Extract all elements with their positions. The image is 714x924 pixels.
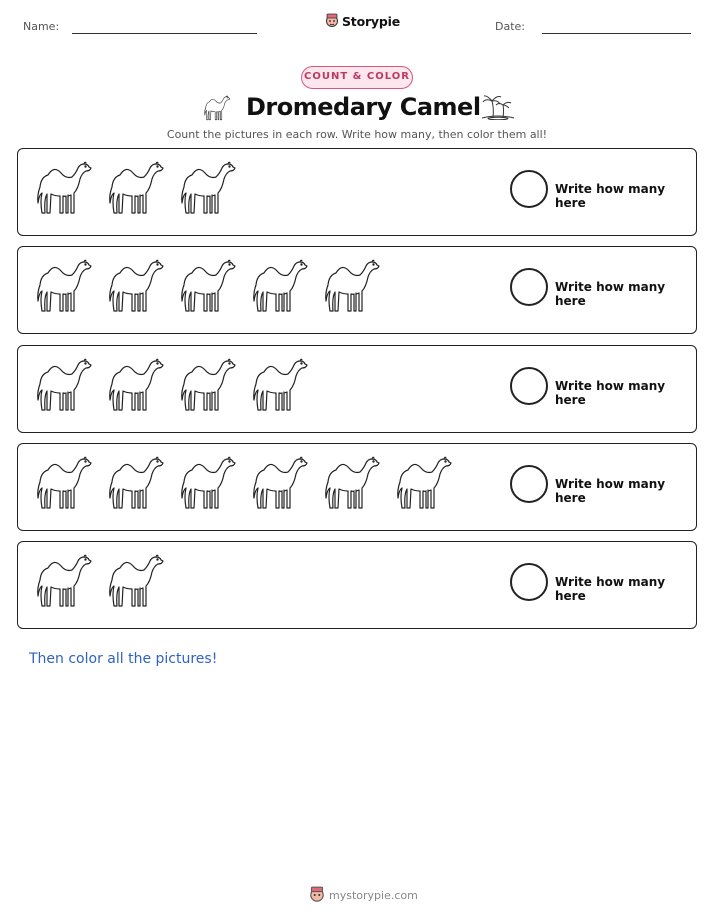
brand-name: Storypie	[342, 13, 400, 29]
counting-row	[17, 443, 697, 531]
storypie-mascot-icon	[309, 886, 325, 904]
name-write-line	[72, 33, 257, 34]
date-write-line	[542, 33, 691, 34]
camel-icon[interactable]	[174, 159, 246, 217]
camel-group	[30, 552, 174, 610]
camel-icon[interactable]	[174, 356, 246, 414]
camel-icon[interactable]	[30, 159, 102, 217]
answer-label: Write how many here	[555, 477, 666, 505]
date-label: Date:	[495, 20, 525, 33]
color-instruction: Then color all the pictures!	[29, 651, 218, 667]
counting-row	[17, 541, 697, 629]
instructions: Count the pictures in each row. Write how many, then color them all!	[166, 128, 548, 141]
camel-icon[interactable]	[174, 257, 246, 315]
answer-circle[interactable]	[510, 170, 548, 208]
counting-row	[17, 246, 697, 334]
camel-icon[interactable]	[30, 552, 102, 610]
camel-icon[interactable]	[30, 356, 102, 414]
camel-icon[interactable]	[102, 454, 174, 512]
counting-row	[17, 148, 697, 236]
camel-icon[interactable]	[102, 257, 174, 315]
answer-label: Write how many here	[555, 379, 666, 407]
counting-row	[17, 345, 697, 433]
camel-icon[interactable]	[246, 454, 318, 512]
camel-group	[30, 159, 246, 217]
footer-url: mystorypie.com	[329, 888, 418, 902]
page-title: Dromedary Camel	[246, 93, 481, 121]
camel-icon[interactable]	[30, 454, 102, 512]
answer-label: Write how many here	[555, 280, 666, 308]
camel-icon[interactable]	[246, 257, 318, 315]
answer-circle[interactable]	[510, 465, 548, 503]
camel-icon[interactable]	[30, 257, 102, 315]
camel-icon[interactable]	[102, 159, 174, 217]
answer-circle[interactable]	[510, 367, 548, 405]
camel-icon[interactable]	[318, 454, 390, 512]
answer-label: Write how many here	[555, 182, 666, 210]
camel-icon[interactable]	[102, 356, 174, 414]
camel-icon	[201, 93, 235, 123]
oasis-icon	[481, 94, 515, 120]
camel-icon[interactable]	[102, 552, 174, 610]
footer-site	[309, 886, 418, 904]
category-badge: COUNT & COLOR	[301, 66, 413, 89]
camel-icon[interactable]	[390, 454, 462, 512]
camel-group	[30, 454, 462, 512]
camel-group	[30, 356, 318, 414]
camel-icon[interactable]	[246, 356, 318, 414]
answer-circle[interactable]	[510, 563, 548, 601]
answer-label: Write how many here	[555, 575, 666, 603]
name-label: Name:	[23, 20, 60, 33]
brand-logo	[325, 13, 400, 29]
camel-group	[30, 257, 390, 315]
answer-circle[interactable]	[510, 268, 548, 306]
storypie-mascot-icon	[325, 13, 339, 29]
camel-icon[interactable]	[174, 454, 246, 512]
camel-icon[interactable]	[318, 257, 390, 315]
